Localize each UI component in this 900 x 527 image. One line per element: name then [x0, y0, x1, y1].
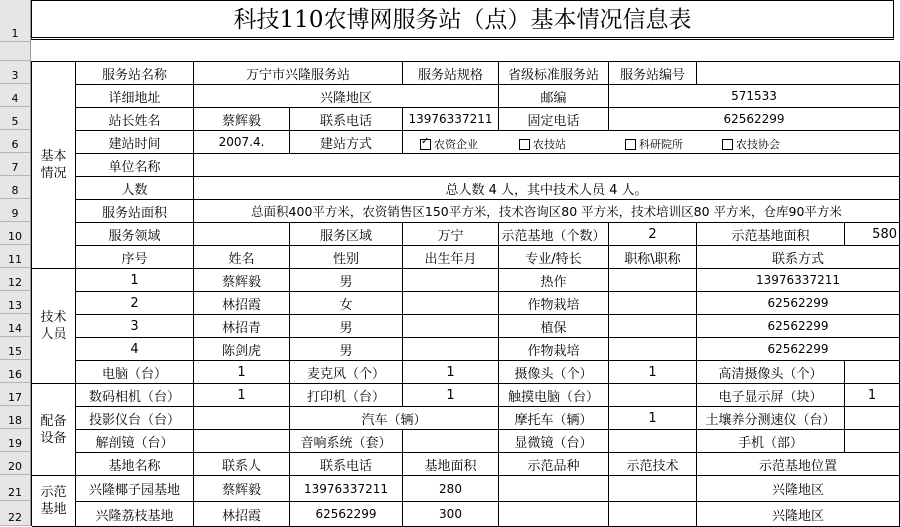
row-number[interactable]: 16 — [0, 360, 30, 383]
demo-row-area[interactable]: 280 — [403, 476, 499, 502]
equip-phone-count[interactable] — [845, 430, 900, 453]
method-option-label: 科研院所 — [639, 138, 683, 151]
tech-row-name[interactable]: 蔡辉毅 — [194, 269, 290, 292]
method-option-enterprise[interactable] — [420, 136, 478, 152]
tech-header-sex[interactable]: 性别 — [290, 246, 403, 269]
equip-screen-label[interactable]: 电子显示屏（块） — [697, 384, 845, 407]
equip-digicam-count[interactable]: 1 — [194, 384, 290, 407]
postcode-value[interactable]: 571533 — [609, 85, 900, 108]
row-number[interactable]: 17 — [0, 383, 30, 406]
row-number[interactable]: 20 — [0, 452, 30, 475]
equip-micro-label[interactable]: 显微镜（台） — [499, 430, 609, 453]
tech-row-sex[interactable]: 男 — [290, 269, 403, 292]
method-option-association[interactable] — [722, 136, 780, 152]
equip-camera-label[interactable]: 摄像头（个） — [499, 361, 609, 384]
unit-value[interactable] — [194, 154, 900, 177]
tech-row-title[interactable] — [609, 269, 697, 292]
demo-area-value[interactable]: 580 — [845, 223, 900, 246]
row-number[interactable]: 11 — [0, 245, 30, 268]
tech-header-no[interactable]: 序号 — [76, 246, 194, 269]
demo-row-variety[interactable] — [499, 476, 609, 502]
equip-micro-count[interactable] — [609, 430, 697, 453]
demo-row-person[interactable]: 蔡辉毅 — [194, 476, 290, 502]
demo-count-value[interactable]: 2 — [609, 223, 697, 246]
postcode-label[interactable]: 邮编 — [499, 85, 609, 108]
row-number[interactable]: 6 — [0, 130, 30, 153]
demo-row-location[interactable]: 兴隆地区 — [697, 502, 900, 527]
equip-dissect-count[interactable] — [194, 430, 290, 453]
demo-header-location[interactable]: 示范基地位置 — [697, 453, 900, 476]
code-label[interactable]: 服务站编号 — [609, 62, 697, 85]
tech-row-major[interactable]: 植保 — [499, 315, 609, 338]
code-value[interactable] — [697, 62, 900, 85]
tech-row-name[interactable]: 林招霞 — [194, 292, 290, 315]
equip-projector-label[interactable]: 投影仪台（台） — [76, 407, 194, 430]
row-number[interactable]: 15 — [0, 337, 30, 360]
equip-printer-label[interactable]: 打印机（台） — [290, 384, 403, 407]
tech-row-major[interactable]: 作物栽培 — [499, 338, 609, 361]
method-option-label: 农技协会 — [736, 138, 780, 151]
tech-row-title[interactable] — [609, 338, 697, 361]
row-header-column — [0, 0, 31, 526]
demo-row-person[interactable]: 林招霞 — [194, 502, 290, 527]
equip-touch-label[interactable]: 触摸电脑（台） — [499, 384, 609, 407]
demo-area-label[interactable]: 示范基地面积 — [697, 223, 845, 246]
equip-audio-label[interactable]: 音响系统（套） — [290, 430, 403, 453]
sheet-title[interactable]: 科技110农博网服务站（点）基本情况信息表 — [31, 0, 894, 40]
section-basic[interactable] — [32, 62, 76, 269]
tech-row-major[interactable]: 作物栽培 — [499, 292, 609, 315]
demo-row-tech[interactable] — [609, 502, 697, 527]
demo-row-location[interactable]: 兴隆地区 — [697, 476, 900, 502]
row-number[interactable]: 18 — [0, 406, 30, 429]
row-number[interactable]: 7 — [0, 153, 30, 176]
demo-header-person[interactable]: 联系人 — [194, 453, 290, 476]
equip-car-label[interactable]: 汽车（辆） — [290, 407, 499, 430]
equip-mic-count[interactable]: 1 — [403, 361, 499, 384]
section-demo-label: 示范基地 — [40, 485, 67, 517]
tech-row-no[interactable]: 4 — [76, 338, 194, 361]
tech-row-contact[interactable]: 62562299 — [697, 315, 900, 338]
tech-header-major[interactable]: 专业/特长 — [499, 246, 609, 269]
row-number[interactable]: 3 — [0, 61, 30, 84]
row-number[interactable]: 5 — [0, 107, 30, 130]
tech-row-no[interactable]: 3 — [76, 315, 194, 338]
spec-value[interactable]: 省级标准服务站 — [499, 62, 609, 85]
checkbox-checked-icon[interactable] — [420, 139, 431, 150]
demo-header-phone[interactable]: 联系电话 — [290, 453, 403, 476]
checkbox-icon[interactable] — [519, 139, 530, 150]
equip-screen-count[interactable]: 1 — [845, 384, 900, 407]
region-value[interactable]: 万宁 — [403, 223, 499, 246]
head-label[interactable]: 站长姓名 — [76, 108, 194, 131]
demo-header-name[interactable]: 基地名称 — [76, 453, 194, 476]
unit-label[interactable]: 单位名称 — [76, 154, 194, 177]
method-option-agritech[interactable] — [519, 136, 566, 152]
equip-touch-count[interactable] — [609, 384, 697, 407]
equip-dissect-label[interactable]: 解剖镜（台） — [76, 430, 194, 453]
demo-row-variety[interactable] — [499, 502, 609, 527]
method-label[interactable]: 建站方式 — [290, 131, 403, 154]
tech-row-sex[interactable]: 女 — [290, 292, 403, 315]
section-equip-label: 配备设备 — [40, 413, 67, 446]
demo-row-name[interactable]: 兴隆椰子园基地 — [76, 476, 194, 502]
spreadsheet-area — [31, 0, 900, 526]
blank-row — [31, 40, 900, 61]
row-number[interactable]: 9 — [0, 199, 30, 222]
tech-row-major[interactable]: 热作 — [499, 269, 609, 292]
demo-header-area[interactable]: 基地面积 — [403, 453, 499, 476]
tech-row-title[interactable] — [609, 315, 697, 338]
tech-row-title[interactable] — [609, 292, 697, 315]
phone-label[interactable]: 联系电话 — [290, 108, 403, 131]
section-tech-label: 技术人员 — [40, 310, 67, 342]
address-label[interactable]: 详细地址 — [76, 85, 194, 108]
row-number[interactable]: 14 — [0, 314, 30, 337]
tech-header-contact[interactable]: 联系方式 — [697, 246, 900, 269]
row-number[interactable]: 22 — [0, 501, 30, 526]
section-basic-label: 基本情况 — [40, 149, 67, 181]
built-label[interactable]: 建站时间 — [76, 131, 194, 154]
checkbox-icon[interactable] — [722, 139, 733, 150]
people-value[interactable]: 总人数 4 人，其中技术人员 4 人。 — [194, 177, 900, 200]
row-number[interactable]: 12 — [0, 268, 30, 291]
info-table — [31, 61, 900, 526]
equip-projector-count[interactable] — [194, 407, 290, 430]
tech-row-contact[interactable]: 62562299 — [697, 338, 900, 361]
demo-row-phone[interactable]: 13976337211 — [290, 476, 403, 502]
demo-header-variety[interactable]: 示范品种 — [499, 453, 609, 476]
built-value[interactable]: 2007.4. — [194, 131, 290, 154]
row-number-spacer — [0, 42, 30, 61]
method-option-label: 农技站 — [533, 138, 566, 151]
row-number[interactable]: 10 — [0, 222, 30, 245]
equip-digicam-label[interactable]: 数码相机（台） — [76, 384, 194, 407]
spec-label[interactable]: 服务站规格 — [403, 62, 499, 85]
demo-header-tech[interactable]: 示范技术 — [609, 453, 697, 476]
landline-label[interactable]: 固定电话 — [499, 108, 609, 131]
tech-row-birth[interactable] — [403, 338, 499, 361]
equip-printer-count[interactable]: 1 — [403, 384, 499, 407]
head-value[interactable]: 蔡辉毅 — [194, 108, 290, 131]
checkbox-icon[interactable] — [625, 139, 636, 150]
phone-value[interactable]: 13976337211 — [403, 108, 499, 131]
equip-hdcamera-count[interactable] — [845, 361, 900, 384]
region-label[interactable]: 服务区域 — [290, 223, 403, 246]
demo-row-name[interactable]: 兴隆荔枝基地 — [76, 502, 194, 527]
tech-row-sex[interactable]: 男 — [290, 315, 403, 338]
tech-row-name[interactable]: 林招青 — [194, 315, 290, 338]
station-name-label[interactable]: 服务站名称 — [76, 62, 194, 85]
tech-row-birth[interactable] — [403, 315, 499, 338]
equip-mic-label[interactable]: 麦克风（个） — [290, 361, 403, 384]
field-value[interactable] — [194, 223, 290, 246]
row-number[interactable]: 13 — [0, 291, 30, 314]
tech-header-title[interactable]: 职称\职称 — [609, 246, 697, 269]
tech-row-birth[interactable] — [403, 292, 499, 315]
station-name-value[interactable]: 万宁市兴隆服务站 — [194, 62, 403, 85]
row-number[interactable]: 19 — [0, 429, 30, 452]
row-number[interactable]: 8 — [0, 176, 30, 199]
equip-moto-label[interactable]: 摩托车（辆） — [499, 407, 609, 430]
field-label[interactable]: 服务领域 — [76, 223, 194, 246]
row-number[interactable]: 4 — [0, 84, 30, 107]
equip-computer-count[interactable]: 1 — [194, 361, 290, 384]
demo-row-phone[interactable]: 62562299 — [290, 502, 403, 527]
demo-row-area[interactable]: 300 — [403, 502, 499, 527]
equip-soil-count[interactable] — [845, 407, 900, 430]
equip-phone-label[interactable]: 手机（部） — [697, 430, 845, 453]
tech-row-no[interactable]: 2 — [76, 292, 194, 315]
tech-row-no[interactable]: 1 — [76, 269, 194, 292]
demo-row-tech[interactable] — [609, 476, 697, 502]
tech-row-sex[interactable]: 男 — [290, 338, 403, 361]
equip-computer-label[interactable]: 电脑（台） — [76, 361, 194, 384]
equip-hdcamera-label[interactable]: 高清摄像头（个） — [697, 361, 845, 384]
row-number[interactable]: 21 — [0, 475, 30, 501]
tech-header-birth[interactable]: 出生年月 — [403, 246, 499, 269]
section-demo[interactable] — [32, 476, 76, 527]
row-number[interactable]: 1 — [0, 0, 30, 42]
equip-audio-count[interactable] — [403, 430, 499, 453]
area-value[interactable]: 总面积400平方米，农资销售区150平方米，技术咨询区80 平方米，技术培训区80 平方米，仓库90平方米 — [194, 200, 900, 223]
demo-count-label[interactable]: 示范基地（个数） — [499, 223, 609, 246]
section-equip[interactable] — [32, 384, 76, 476]
tech-header-name[interactable]: 姓名 — [194, 246, 290, 269]
section-tech[interactable] — [32, 269, 76, 384]
landline-value[interactable]: 62562299 — [609, 108, 900, 131]
method-option-institute[interactable] — [625, 136, 683, 152]
tech-row-contact[interactable]: 13976337211 — [697, 269, 900, 292]
equip-moto-count[interactable]: 1 — [609, 407, 697, 430]
area-label[interactable]: 服务站面积 — [76, 200, 194, 223]
address-value[interactable]: 兴隆地区 — [194, 85, 499, 108]
equip-soil-label[interactable]: 土壤养分测速仪（台） — [697, 407, 845, 430]
tech-row-birth[interactable] — [403, 269, 499, 292]
equip-camera-count[interactable]: 1 — [609, 361, 697, 384]
tech-row-name[interactable]: 陈剑虎 — [194, 338, 290, 361]
method-option-label: 农资企业 — [434, 138, 478, 151]
tech-row-contact[interactable]: 62562299 — [697, 292, 900, 315]
people-label[interactable]: 人数 — [76, 177, 194, 200]
